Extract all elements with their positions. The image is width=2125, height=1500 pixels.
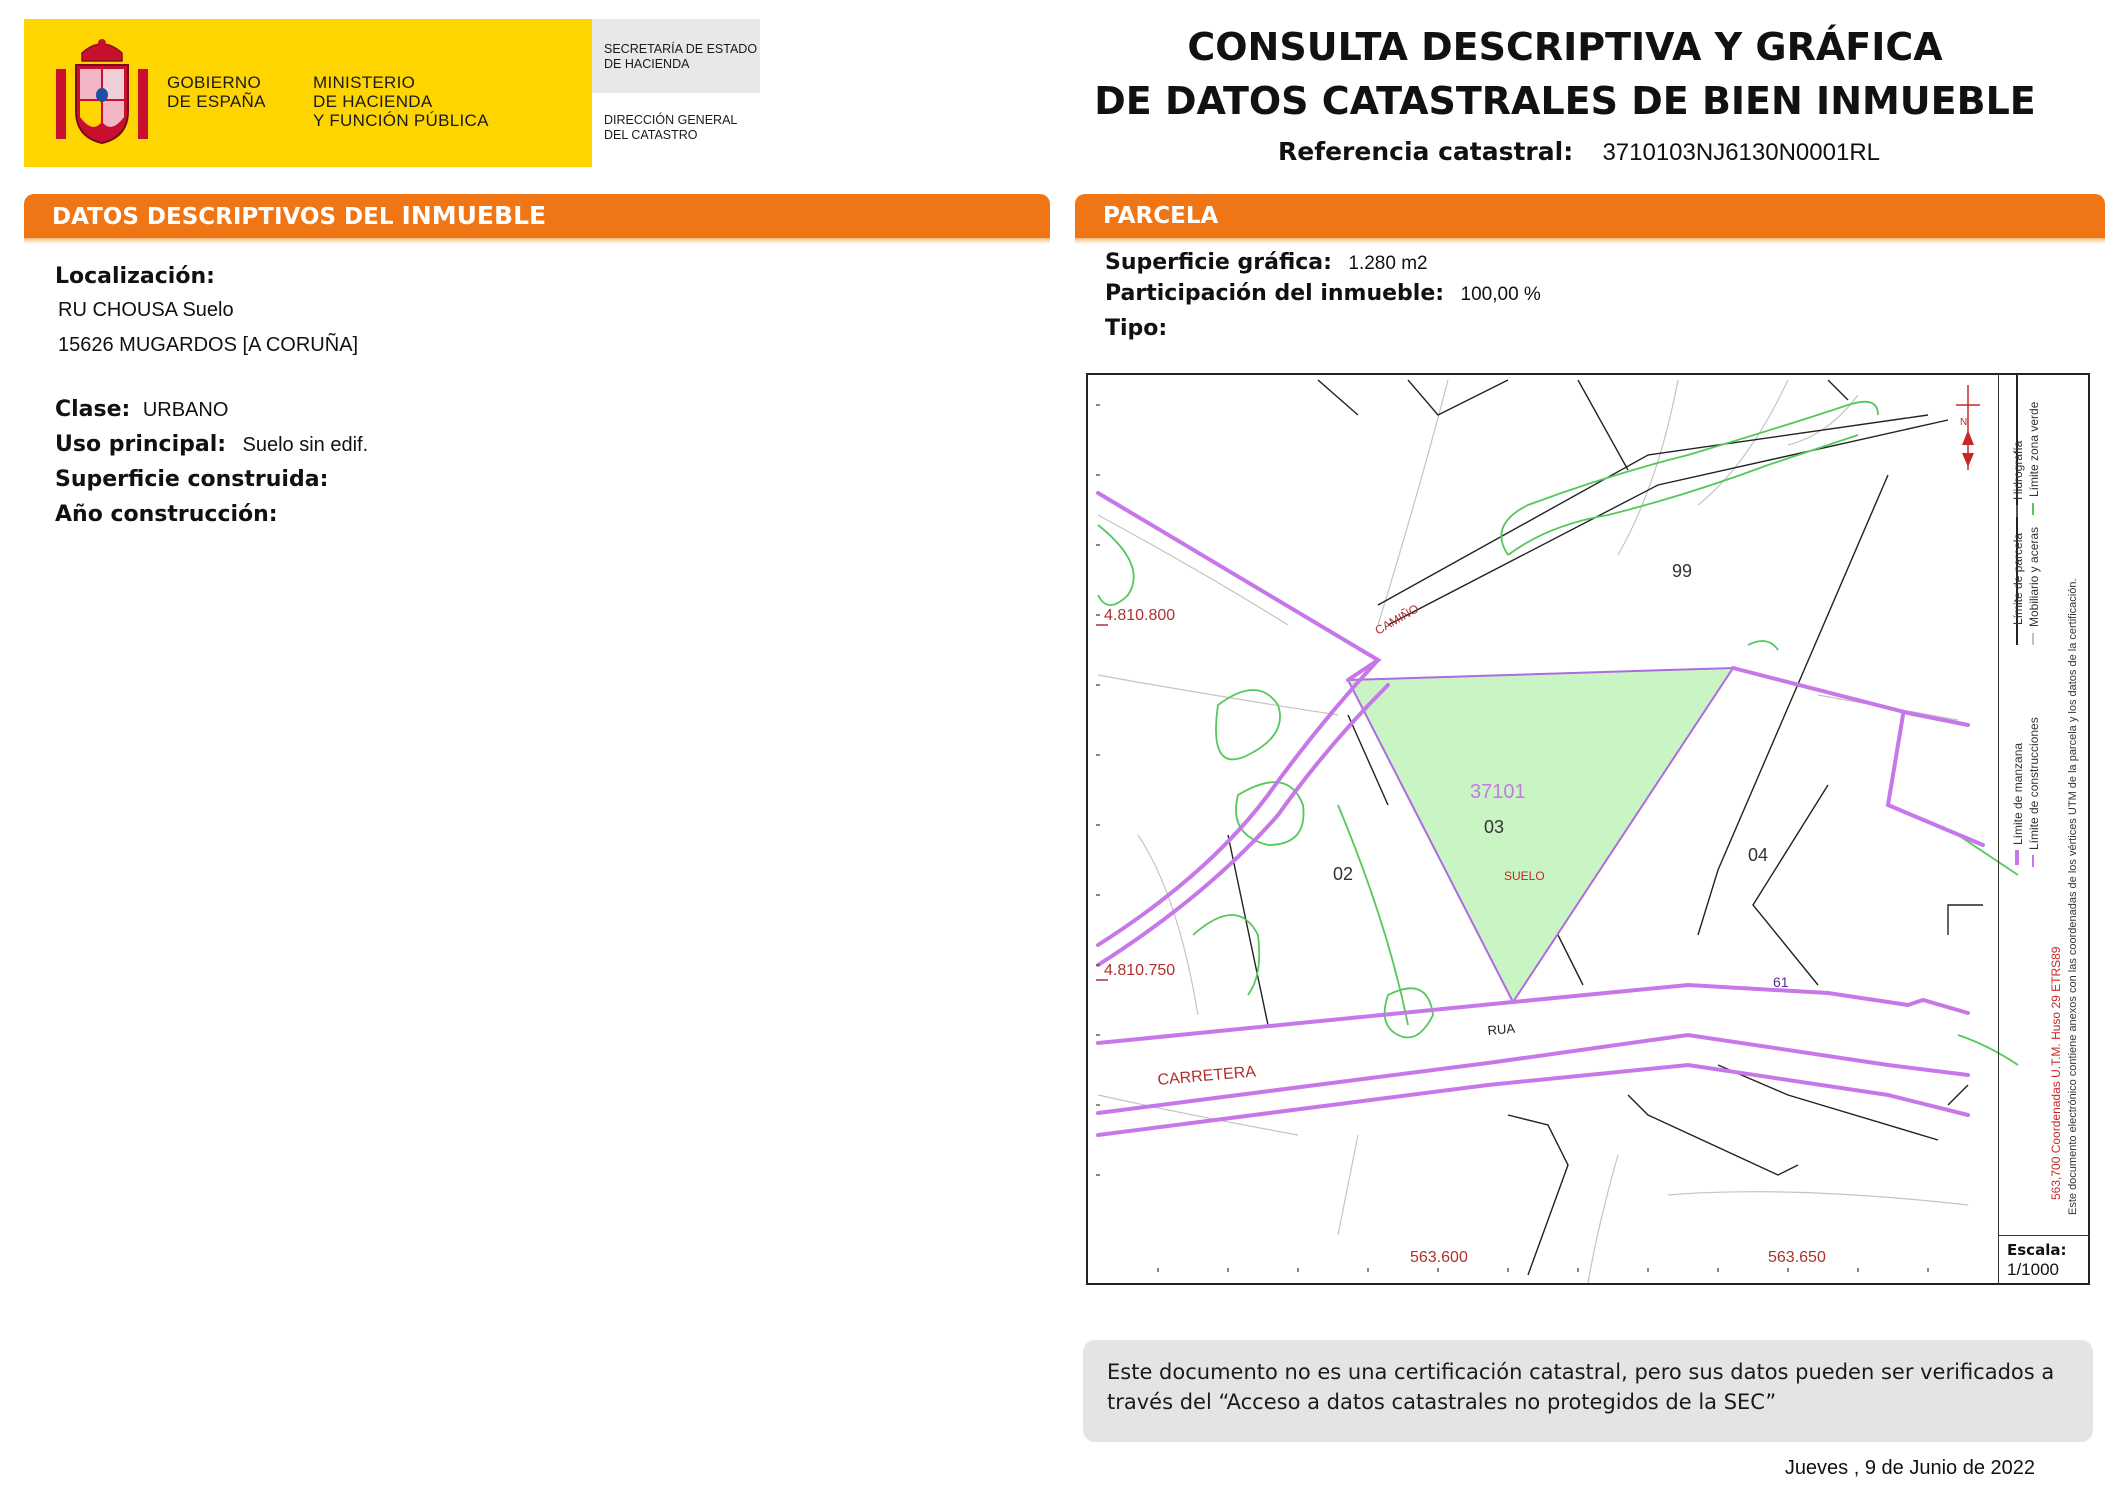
legend-hidrografia: Hidrografía — [2011, 440, 2025, 500]
escala-label: Escala: — [2007, 1241, 2067, 1259]
tipo-row — [1105, 316, 1167, 341]
secretaria-box — [592, 19, 760, 93]
coord-y2: 4.810.750 — [1104, 962, 1176, 979]
anio-construccion-row — [55, 502, 278, 527]
parcela-header — [1075, 194, 2105, 238]
clase-label: Clase: — [55, 397, 131, 422]
label-suelo: SUELO — [1504, 869, 1545, 883]
legend-parcela: Límite de parcela — [2011, 532, 2025, 625]
participacion-row — [1105, 281, 1541, 306]
label-rua: RUA — [1486, 1020, 1516, 1038]
label-parcela-99: 99 — [1672, 561, 1693, 581]
verification-notice — [1083, 1340, 2093, 1442]
participacion-label: Participación del inmueble: — [1105, 281, 1445, 306]
notice-line1: Este documento no es una certificación catastral, pero sus datos pueden ser verificados a — [1107, 1360, 2055, 1384]
parcela-header-text: PARCELA — [1103, 203, 1219, 229]
localizacion-line2: 15626 MUGARDOS [A CORUÑA] — [58, 334, 359, 356]
datos-descriptivos-header — [24, 194, 1050, 238]
superficie-construida-label: Superficie construida: — [55, 467, 329, 492]
localizacion-line1: RU CHOUSA Suelo — [58, 299, 234, 321]
north-letter: N — [1960, 417, 1968, 428]
label-61: 61 — [1773, 974, 1789, 990]
participacion-value: 100,00 % — [1460, 284, 1541, 305]
parcel-polygon — [1348, 668, 1733, 1002]
coord-y1: 4.810.800 — [1104, 607, 1176, 624]
superficie-construida-row — [55, 467, 328, 492]
coat-of-arms-icon — [52, 33, 152, 153]
tipo-label: Tipo: — [1105, 316, 1168, 341]
gobierno-de-espana-text: GOBIERNO DE ESPAÑA — [167, 73, 266, 111]
legend-zona-verde: Límite zona verde — [2027, 401, 2041, 497]
cadastral-map — [1086, 373, 2090, 1285]
localizacion-block — [55, 264, 358, 357]
map-drawing — [1088, 375, 2088, 1283]
label-camino: CAMIÑO — [1372, 601, 1422, 638]
legend-construcciones: Límite de construcciones — [2027, 717, 2041, 850]
escala-box — [1998, 1235, 2090, 1285]
superficie-grafica-row — [1105, 250, 1428, 275]
datos-header-highlight: INMUEBLE — [401, 201, 547, 230]
ref-label: Referencia catastral: — [1278, 137, 1574, 166]
legend-manzana: Límite de manzana — [2011, 742, 2025, 845]
anio-construccion-label: Año construcción: — [55, 502, 278, 527]
referencia-catastral — [1278, 136, 1880, 167]
label-parcela-04: 04 — [1748, 845, 1769, 865]
localizacion-label: Localización: — [55, 264, 215, 289]
coord-x1: 563.600 — [1410, 1249, 1468, 1266]
uso-value: Suelo sin edif. — [242, 434, 369, 456]
coord-x2: 563.650 — [1768, 1249, 1826, 1266]
label-carretera: CARRETERA — [1156, 1063, 1257, 1089]
map-legend — [1998, 375, 2091, 1245]
clase-row — [55, 397, 228, 422]
ministerio-text: MINISTERIO DE HACIENDA Y FUNCIÓN PÚBLICA — [313, 73, 489, 130]
notice-line2: través del “Acceso a datos catastrales no protegidos de la SEC” — [1107, 1390, 1777, 1414]
clase-value: URBANO — [142, 399, 229, 421]
escala-value: 1/1000 — [2007, 1260, 2059, 1279]
legend-coordinates: 563,700 Coordenadas U.T.M. Huso 29 ETRS89 — [2049, 946, 2063, 1200]
government-banner — [24, 19, 592, 167]
legend-mobiliario: Mobiliario y aceras — [2027, 526, 2041, 627]
document-title: CONSULTA DESCRIPTIVA Y GRÁFICA DE DATOS CATASTRALES DE BIEN INMUEBLE — [1094, 25, 2036, 123]
uso-label: Uso principal: — [55, 432, 227, 457]
superficie-grafica-label: Superficie gráfica: — [1105, 250, 1332, 275]
label-parcela-03: 03 — [1484, 817, 1505, 837]
label-manzana-37101: 37101 — [1470, 781, 1526, 803]
secretaria-text: SECRETARÍA DE ESTADO DE HACIENDA — [604, 42, 758, 71]
label-parcela-02: 02 — [1333, 864, 1354, 884]
uso-principal-row — [55, 432, 368, 457]
direccion-general-text: DIRECCIÓN GENERAL DEL CATASTRO — [604, 113, 738, 142]
document-date: Jueves , 9 de Junio de 2022 — [1784, 1457, 2035, 1479]
legend-note: Este documento electrónico contiene anexos con las coordenadas de los vértices UTM de la parcela y los datos de la certificación. — [2067, 578, 2079, 1215]
superficie-grafica-value: 1.280 m2 — [1348, 253, 1428, 274]
datos-header-prefix: DATOS DESCRIPTIVOS DEL — [52, 204, 402, 230]
ref-value: 3710103NJ6130N0001RL — [1602, 139, 1880, 166]
